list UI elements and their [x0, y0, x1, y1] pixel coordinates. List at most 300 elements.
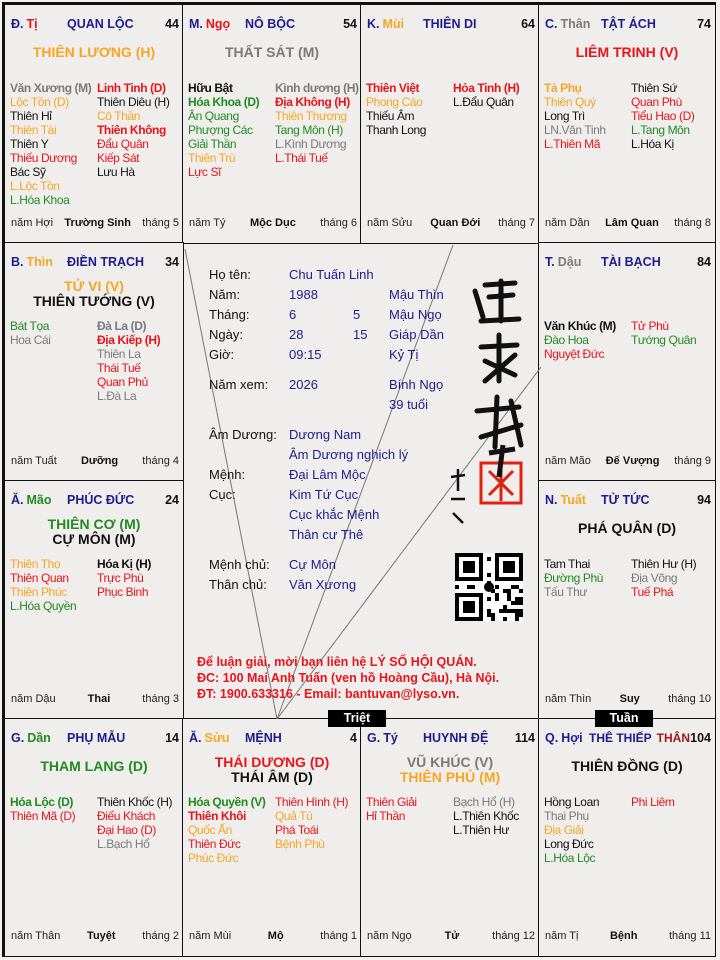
main-stars [5, 517, 183, 547]
palace-title: TẬT ÁCH [601, 17, 656, 31]
star: Văn Khúc (M) [544, 319, 616, 333]
amduong-value: Dương Nam [289, 427, 362, 442]
palace-month: tháng 8 [674, 217, 711, 229]
tuan-badge: Tuần [595, 710, 653, 727]
star: Quốc Ấn [188, 823, 232, 837]
stars-left [10, 81, 91, 207]
main-star: LIÊM TRINH (V) [575, 44, 679, 60]
palace-branch: Sửu [204, 731, 230, 745]
star: Lưu Hà [97, 165, 135, 179]
palace-stage: Thai [87, 693, 111, 705]
star: L.Kình Dương [275, 137, 347, 151]
month-solar: 6 [289, 307, 297, 322]
palace-year: năm Hợi [11, 217, 54, 229]
star: Nguyệt Đức [544, 347, 605, 361]
star: Đẩu Quân [97, 137, 149, 151]
palace-month: tháng 11 [668, 930, 711, 942]
star: Địa Võng [631, 571, 678, 585]
palace-age: 64 [521, 17, 535, 31]
main-star: THIÊN TƯỚNG (V) [33, 293, 155, 309]
palace-canchi [545, 255, 581, 269]
star: Giải Thần [188, 137, 237, 151]
star: Hồng Loan [544, 795, 600, 809]
palace-year: năm Thân [11, 930, 61, 942]
star: Thiên Trù [188, 151, 236, 165]
star: Thiếu Âm [366, 109, 415, 123]
star: Hỉ Thần [366, 809, 406, 823]
star: Tam Thai [544, 557, 590, 571]
palace-quan-lộc[interactable] [4, 4, 184, 244]
palace-title: MỆNH [245, 731, 282, 745]
main-star: THIÊN CƠ (M) [47, 516, 141, 532]
than-chu-label: Thân chủ: [209, 577, 267, 592]
palace-canchi [545, 493, 586, 507]
palace-header [367, 731, 535, 747]
cuc-note-1: Cục khắc Mệnh [289, 507, 380, 522]
stars-left [10, 557, 76, 613]
palace-branch: Tị [26, 17, 38, 31]
star: L.Thiên Mã [544, 137, 601, 151]
star: Thiên Quý [544, 95, 596, 109]
palace-stage: Trường Sinh [64, 217, 131, 229]
than-marker: THÂN [656, 731, 690, 745]
palace-year: năm Mùi [189, 930, 232, 942]
palace-branch: Tý [383, 731, 398, 745]
palace-branch: Mùi [382, 17, 405, 31]
main-star: THÁI ÂM (D) [231, 769, 313, 785]
star: Trực Phù [97, 571, 144, 585]
star: L.Hóa Lộc [544, 851, 596, 865]
palace-header [11, 255, 179, 271]
palace-header [189, 17, 357, 33]
star: Thiên Mã (D) [10, 809, 76, 823]
palace-branch: Dậu [557, 255, 582, 269]
palace-thê-thiếp[interactable] [538, 718, 716, 957]
palace-footer [367, 217, 535, 230]
name-value: Chu Tuấn Linh [289, 267, 374, 282]
star: L.Thiên Hư [453, 823, 510, 837]
palace-can: Q. [545, 731, 559, 745]
star: Thiên Hình (H) [275, 795, 349, 809]
stars-right [97, 319, 160, 403]
main-star: THAM LANG (D) [40, 758, 148, 774]
star: Thiên Khôi [188, 809, 246, 823]
stars-right [97, 557, 151, 599]
star: Thiên Phúc [10, 585, 67, 599]
palace-stage: Suy [619, 693, 640, 705]
palace-tử-tức[interactable] [538, 480, 716, 720]
palace-stage: Mộc Dục [249, 217, 296, 229]
hour-canchi: Kỷ Tị [389, 347, 419, 362]
palace-phúc-đức[interactable] [4, 480, 184, 720]
stars-left [544, 557, 603, 599]
palace-age: 74 [697, 17, 711, 31]
star: Tử Phù [631, 319, 669, 333]
star: Quan Phù [631, 95, 682, 109]
main-star: VŨ KHÚC (V) [406, 754, 494, 770]
palace-header [367, 17, 535, 33]
star: Thai Phụ [544, 809, 589, 823]
palace-branch: Dần [27, 731, 51, 745]
day-lunar: 15 [353, 327, 368, 342]
star: Địa Giải [544, 823, 584, 837]
star: Hữu Bật [188, 81, 233, 95]
palace-canchi [545, 17, 590, 31]
star: Bệnh Phù [275, 837, 325, 851]
palace-year: năm Mão [545, 455, 591, 467]
main-stars [5, 279, 183, 309]
star: L.Đẩu Quân [453, 95, 514, 109]
palace-can: G. [367, 731, 381, 745]
cuc-note-2: Thân cư Thê [289, 527, 364, 542]
palace-year: năm Dậu [11, 693, 56, 705]
palace-header [545, 255, 711, 271]
star: Hóa Khoa (D) [188, 95, 260, 109]
stars-left [10, 319, 51, 347]
palace-title: QUAN LỘC [67, 17, 134, 31]
star: Thiên Hỉ [10, 109, 52, 123]
star: Phượng Các [188, 123, 253, 137]
palace-branch: Mão [26, 493, 52, 507]
menh-chu-value: Cự Môn [289, 557, 336, 572]
stars-right [275, 795, 348, 851]
palace-mệnh[interactable] [182, 718, 362, 957]
palace-title: TỬ TỨC [601, 493, 650, 507]
menh-chu-label: Mệnh chủ: [209, 557, 270, 572]
palace-month: tháng 7 [498, 217, 535, 229]
star: Tiểu Hao (D) [631, 109, 695, 123]
palace-tật-ách[interactable] [538, 4, 716, 244]
palace-year: năm Tị [545, 930, 579, 942]
star: Thiên Thương [275, 109, 347, 123]
palace-stage: Tuyệt [87, 930, 116, 942]
palace-canchi [11, 731, 51, 745]
palace-branch: Hợi [561, 731, 583, 745]
stars-right [631, 319, 696, 347]
star: Địa Kiếp (H) [97, 333, 161, 347]
cuc-value: Kim Tứ Cục [289, 487, 359, 502]
stars-right [453, 795, 519, 837]
stars-right [275, 81, 359, 165]
palace-thiên-di[interactable] [360, 4, 540, 244]
stars-right [453, 81, 519, 109]
main-star: THẤT SÁT (M) [224, 44, 320, 60]
year-canchi: Mậu Thìn [389, 287, 444, 302]
palace-can: G. [11, 731, 25, 745]
star: Thiên Hư (H) [631, 557, 697, 571]
palace-footer [367, 930, 535, 943]
main-star: THIÊN LƯƠNG (H) [32, 44, 156, 60]
palace-title: THIÊN DI [423, 17, 477, 31]
palace-footer [545, 693, 711, 706]
menh-label: Mệnh: [209, 467, 246, 482]
star: Điếu Khách [97, 809, 156, 823]
star: Kình dương (H) [275, 81, 359, 95]
palace-stage: Quan Đới [430, 217, 481, 229]
palace-stage: Bệnh [609, 930, 638, 942]
star: LN.Văn Tinh [544, 123, 606, 137]
star: Phi Liêm [631, 795, 675, 809]
palace-age: 94 [697, 493, 711, 507]
palace-age: 14 [165, 731, 179, 745]
star: Cô Thần [97, 109, 141, 123]
star: Thiên Giải [366, 795, 417, 809]
star: Thiếu Dương [10, 151, 77, 165]
palace-month: tháng 10 [668, 693, 711, 705]
main-stars [361, 755, 539, 785]
star: L.Lộc Tồn [10, 179, 60, 193]
palace-canchi [189, 17, 230, 31]
palace-footer [11, 693, 179, 706]
palace-year: năm Tý [189, 217, 226, 229]
palace-month: tháng 5 [142, 217, 179, 229]
palace-month: tháng 1 [320, 930, 357, 942]
palace-branch: Tuất [560, 493, 586, 507]
star: Thanh Long [366, 123, 427, 137]
year-label: Năm: [209, 287, 241, 302]
palace-age: 54 [343, 17, 357, 31]
palace-footer [11, 455, 179, 468]
palace-stage: Lâm Quan [605, 217, 659, 229]
star: Phá Toái [275, 823, 319, 837]
palace-footer [189, 930, 357, 943]
palace-header [545, 731, 711, 747]
palace-can: Ă. [11, 493, 24, 507]
star: Thiên Không [97, 123, 166, 137]
main-star: THIÊN ĐỒNG (D) [571, 758, 683, 774]
palace-canchi [367, 731, 398, 745]
main-stars [539, 45, 715, 60]
year-value: 1988 [289, 287, 318, 302]
star: Thiên Y [10, 137, 49, 151]
palace-huynh-đệ[interactable] [360, 718, 540, 957]
stars-left [366, 795, 417, 823]
palace-branch: Ngọ [205, 17, 231, 31]
palace-canchi [545, 731, 583, 745]
view-year-canchi: Bính Ngọ [389, 377, 444, 392]
star: Hỏa Tinh (H) [453, 81, 520, 95]
star: Thiên Thọ [10, 557, 61, 571]
palace-can: C. [545, 17, 558, 31]
star: Đại Hao (D) [97, 823, 156, 837]
amduong-note: Âm Dương nghịch lý [289, 447, 409, 462]
palace-canchi [11, 17, 38, 31]
star: Bát Tọa [10, 319, 50, 333]
main-stars [5, 45, 183, 60]
star: Long Đức [544, 837, 594, 851]
star: Đường Phù [544, 571, 604, 585]
palace-title: TÀI BẠCH [601, 255, 661, 269]
contact-email-line[interactable]: ĐT: 1900.633316 - Email: bantuvan@lyso.vn. [197, 687, 460, 701]
star: Quả Tú [275, 809, 313, 823]
star: L.Thái Tuế [275, 151, 328, 165]
tuvi-chart [2, 2, 716, 957]
cuc-label: Cục: [209, 487, 236, 502]
palace-can: Ă. [189, 731, 202, 745]
star: Thiên Khốc (H) [97, 795, 173, 809]
palace-age: 84 [697, 255, 711, 269]
menh-value: Đại Lâm Mộc [289, 467, 366, 482]
month-lunar: 5 [353, 307, 361, 322]
star: Lực Sĩ [188, 165, 221, 179]
star: Phong Cáo [366, 95, 423, 109]
star: L.Hóa Quyền [10, 599, 77, 613]
main-star: TỬ VI (V) [64, 278, 124, 294]
palace-footer [545, 930, 711, 943]
stars-left [544, 319, 616, 361]
day-solar: 28 [289, 327, 304, 342]
star: Thái Tuế [97, 361, 141, 375]
star: Quan Phủ [97, 375, 148, 389]
palace-header [11, 17, 179, 33]
calligraphy-logo [445, 277, 535, 527]
palace-stage: Đế Vượng [605, 455, 660, 467]
star: L.Tang Môn [631, 123, 690, 137]
name-label: Họ tên: [209, 267, 251, 282]
stars-right [97, 795, 172, 851]
stars-right [631, 557, 696, 599]
palace-footer [11, 217, 179, 230]
amduong-label: Âm Dương: [209, 427, 277, 442]
palace-canchi [11, 255, 53, 269]
palace-branch: Thìn [26, 255, 53, 269]
month-label: Tháng: [209, 307, 250, 322]
star: Thiên Việt [366, 81, 420, 95]
palace-title: PHỤ MẪU [67, 731, 126, 745]
palace-footer [189, 217, 357, 230]
star: Long Trì [544, 109, 585, 123]
star: L.Hóa Kị [631, 137, 674, 151]
stars-left [366, 81, 426, 137]
palace-header [11, 731, 179, 747]
stars-left [188, 795, 265, 865]
star: L.Đà La [97, 389, 137, 403]
palace-age: 44 [165, 17, 179, 31]
palace-year: năm Dần [545, 217, 590, 229]
contact-line-1: Để luận giải, mời bạn liên hệ LÝ SỐ HỘI QUÁN. [197, 655, 477, 669]
triet-badge: Triệt [328, 710, 386, 727]
stars-left [188, 81, 259, 179]
palace-can: K. [367, 17, 380, 31]
star: Hóa Kị (H) [97, 557, 151, 571]
star: Lộc Tồn (D) [10, 95, 69, 109]
star: Phục Binh [97, 585, 149, 599]
palace-tài-bạch[interactable] [538, 242, 716, 482]
view-year-value: 2026 [289, 377, 318, 392]
star: Đà La (D) [97, 319, 147, 333]
star: Hóa Quyền (V) [188, 795, 266, 809]
star: Ân Quang [188, 109, 239, 123]
star: Thiên Quan [10, 571, 69, 585]
day-canchi: Giáp Dần [389, 327, 444, 342]
star: Thiên Đức [188, 837, 241, 851]
palace-month: tháng 12 [492, 930, 535, 942]
palace-title: ĐIỀN TRẠCH [67, 255, 145, 269]
palace-age: 114 [514, 731, 535, 745]
palace-year: năm Ngọ [367, 930, 412, 942]
star: Tướng Quân [631, 333, 697, 347]
contact-line-2: ĐC: 100 Mai Anh Tuấn (ven hồ Hoàng Cầu), Hà Nội. [197, 671, 500, 685]
star: Thiên Tài [10, 123, 57, 137]
palace-age: 104 [690, 731, 711, 745]
main-stars [539, 521, 715, 536]
palace-stage: Tử [444, 930, 460, 942]
palace-title: HUYNH ĐỆ [423, 731, 489, 745]
palace-title: THÊ THIẾP [589, 731, 652, 745]
star: Tả Phụ [544, 81, 582, 95]
palace-month: tháng 4 [142, 455, 179, 467]
star: Hóa Lộc (D) [10, 795, 73, 809]
star: Tấu Thư [544, 585, 588, 599]
palace-header [11, 493, 179, 509]
main-stars [183, 755, 361, 785]
stars-left [544, 795, 599, 865]
star: L.Hóa Khoa [10, 193, 70, 207]
star: Thiên Diêu (H) [97, 95, 170, 109]
palace-canchi [189, 731, 230, 745]
palace-header [545, 493, 711, 509]
palace-branch: Thân [560, 17, 591, 31]
palace-stage: Dưỡng [80, 455, 119, 467]
view-year-label: Năm xem: [209, 377, 269, 392]
palace-footer [545, 455, 711, 468]
palace-header [545, 17, 711, 33]
palace-phụ-mẫu[interactable] [4, 718, 184, 957]
palace-month: tháng 3 [142, 693, 179, 705]
palace-stage: Mộ [267, 930, 284, 942]
qr-code[interactable] [455, 553, 523, 621]
month-canchi: Mậu Ngọ [389, 307, 442, 322]
palace-header [189, 731, 357, 747]
than-chu-value: Văn Xương [289, 577, 357, 592]
palace-age: 24 [165, 493, 179, 507]
center-info-panel [183, 243, 541, 719]
palace-title: NÔ BỘC [245, 17, 295, 31]
palace-year: năm Thìn [545, 693, 592, 705]
palace-can: M. [189, 17, 203, 31]
star: Bạch Hổ (H) [453, 795, 515, 809]
palace-footer [11, 930, 179, 943]
palace-month: tháng 9 [674, 455, 711, 467]
stars-left [544, 81, 606, 151]
main-stars [539, 759, 715, 774]
palace-nô-bộc[interactable] [182, 4, 362, 244]
palace-age: 4 [350, 731, 357, 745]
star: Tuế Phá [631, 585, 674, 599]
main-star: CỰ MÔN (M) [52, 531, 136, 547]
palace-age: 34 [165, 255, 179, 269]
star: L.Bạch Hổ [97, 837, 150, 851]
palace-canchi [11, 493, 52, 507]
star: Địa Không (H) [275, 95, 350, 109]
star: Văn Xương (M) [10, 81, 92, 95]
star: Phúc Đức [188, 851, 239, 865]
palace-can: Đ. [11, 17, 24, 31]
star: Hoa Cái [10, 333, 51, 347]
star: Bác Sỹ [10, 165, 46, 179]
star: Đào Hoa [544, 333, 589, 347]
palace-điền-trạch[interactable] [4, 242, 184, 482]
stars-right [631, 795, 675, 809]
age-value: 39 tuổi [389, 397, 429, 412]
palace-footer [545, 217, 711, 230]
star: Thiên Sứ [631, 81, 678, 95]
stars-right [97, 81, 169, 179]
star: Linh Tinh (D) [97, 81, 166, 95]
stars-left [10, 795, 75, 823]
palace-month: tháng 2 [142, 930, 179, 942]
hour-label: Giờ: [209, 347, 235, 362]
